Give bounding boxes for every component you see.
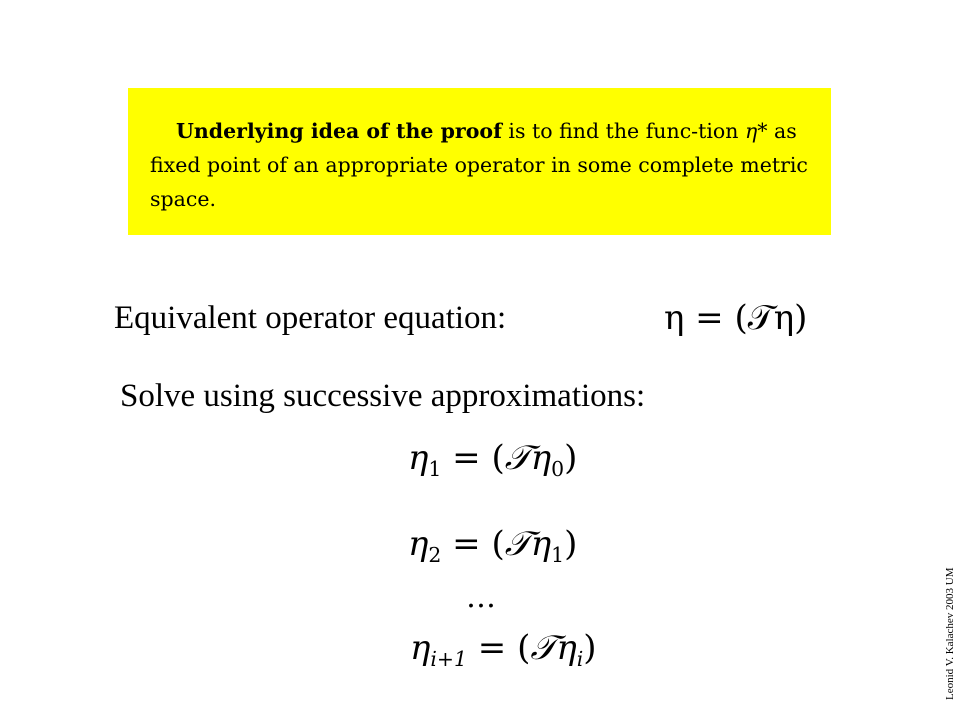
proof-idea-text-part1: is to find the func-tion [501,119,745,143]
eq3-rhs-subscript: i [576,647,584,672]
eq2-rhs-subscript: 1 [551,543,565,568]
equivalent-equation: η = (𝒯η) [664,298,808,338]
equivalent-equation-label: Equivalent operator equation: [114,300,507,336]
eq1-lhs-subscript: 1 [428,457,442,482]
proof-idea-highlight-box [128,88,831,235]
ellipsis: … [466,580,496,615]
iteration-equation-general: $\eta_{i+1}$ = (𝒯η$_i$) [410,628,597,672]
eta-star-symbol: η* [744,119,768,143]
eq3-lhs-subscript: i+1 [430,647,467,672]
iteration-equation-2: $\eta_2$ = (𝒯η$_1$) [408,524,578,568]
eq2-lhs-subscript: 2 [428,543,442,568]
successive-approximations-label: Solve using successive approximations: [120,378,646,414]
proof-idea-text-part2: as fixed point of an appropriate operator in some complete metric space. [150,119,808,211]
author-credit: Leonid V. Kalachev 2003 UM [944,567,956,700]
proof-idea-bold-lead: Underlying idea of the proof [176,119,502,143]
iteration-equation-1: $\eta_1$ = (𝒯η$_0$) [408,438,578,482]
eq1-rhs-subscript: 0 [551,457,565,482]
proof-idea-text [150,114,820,216]
